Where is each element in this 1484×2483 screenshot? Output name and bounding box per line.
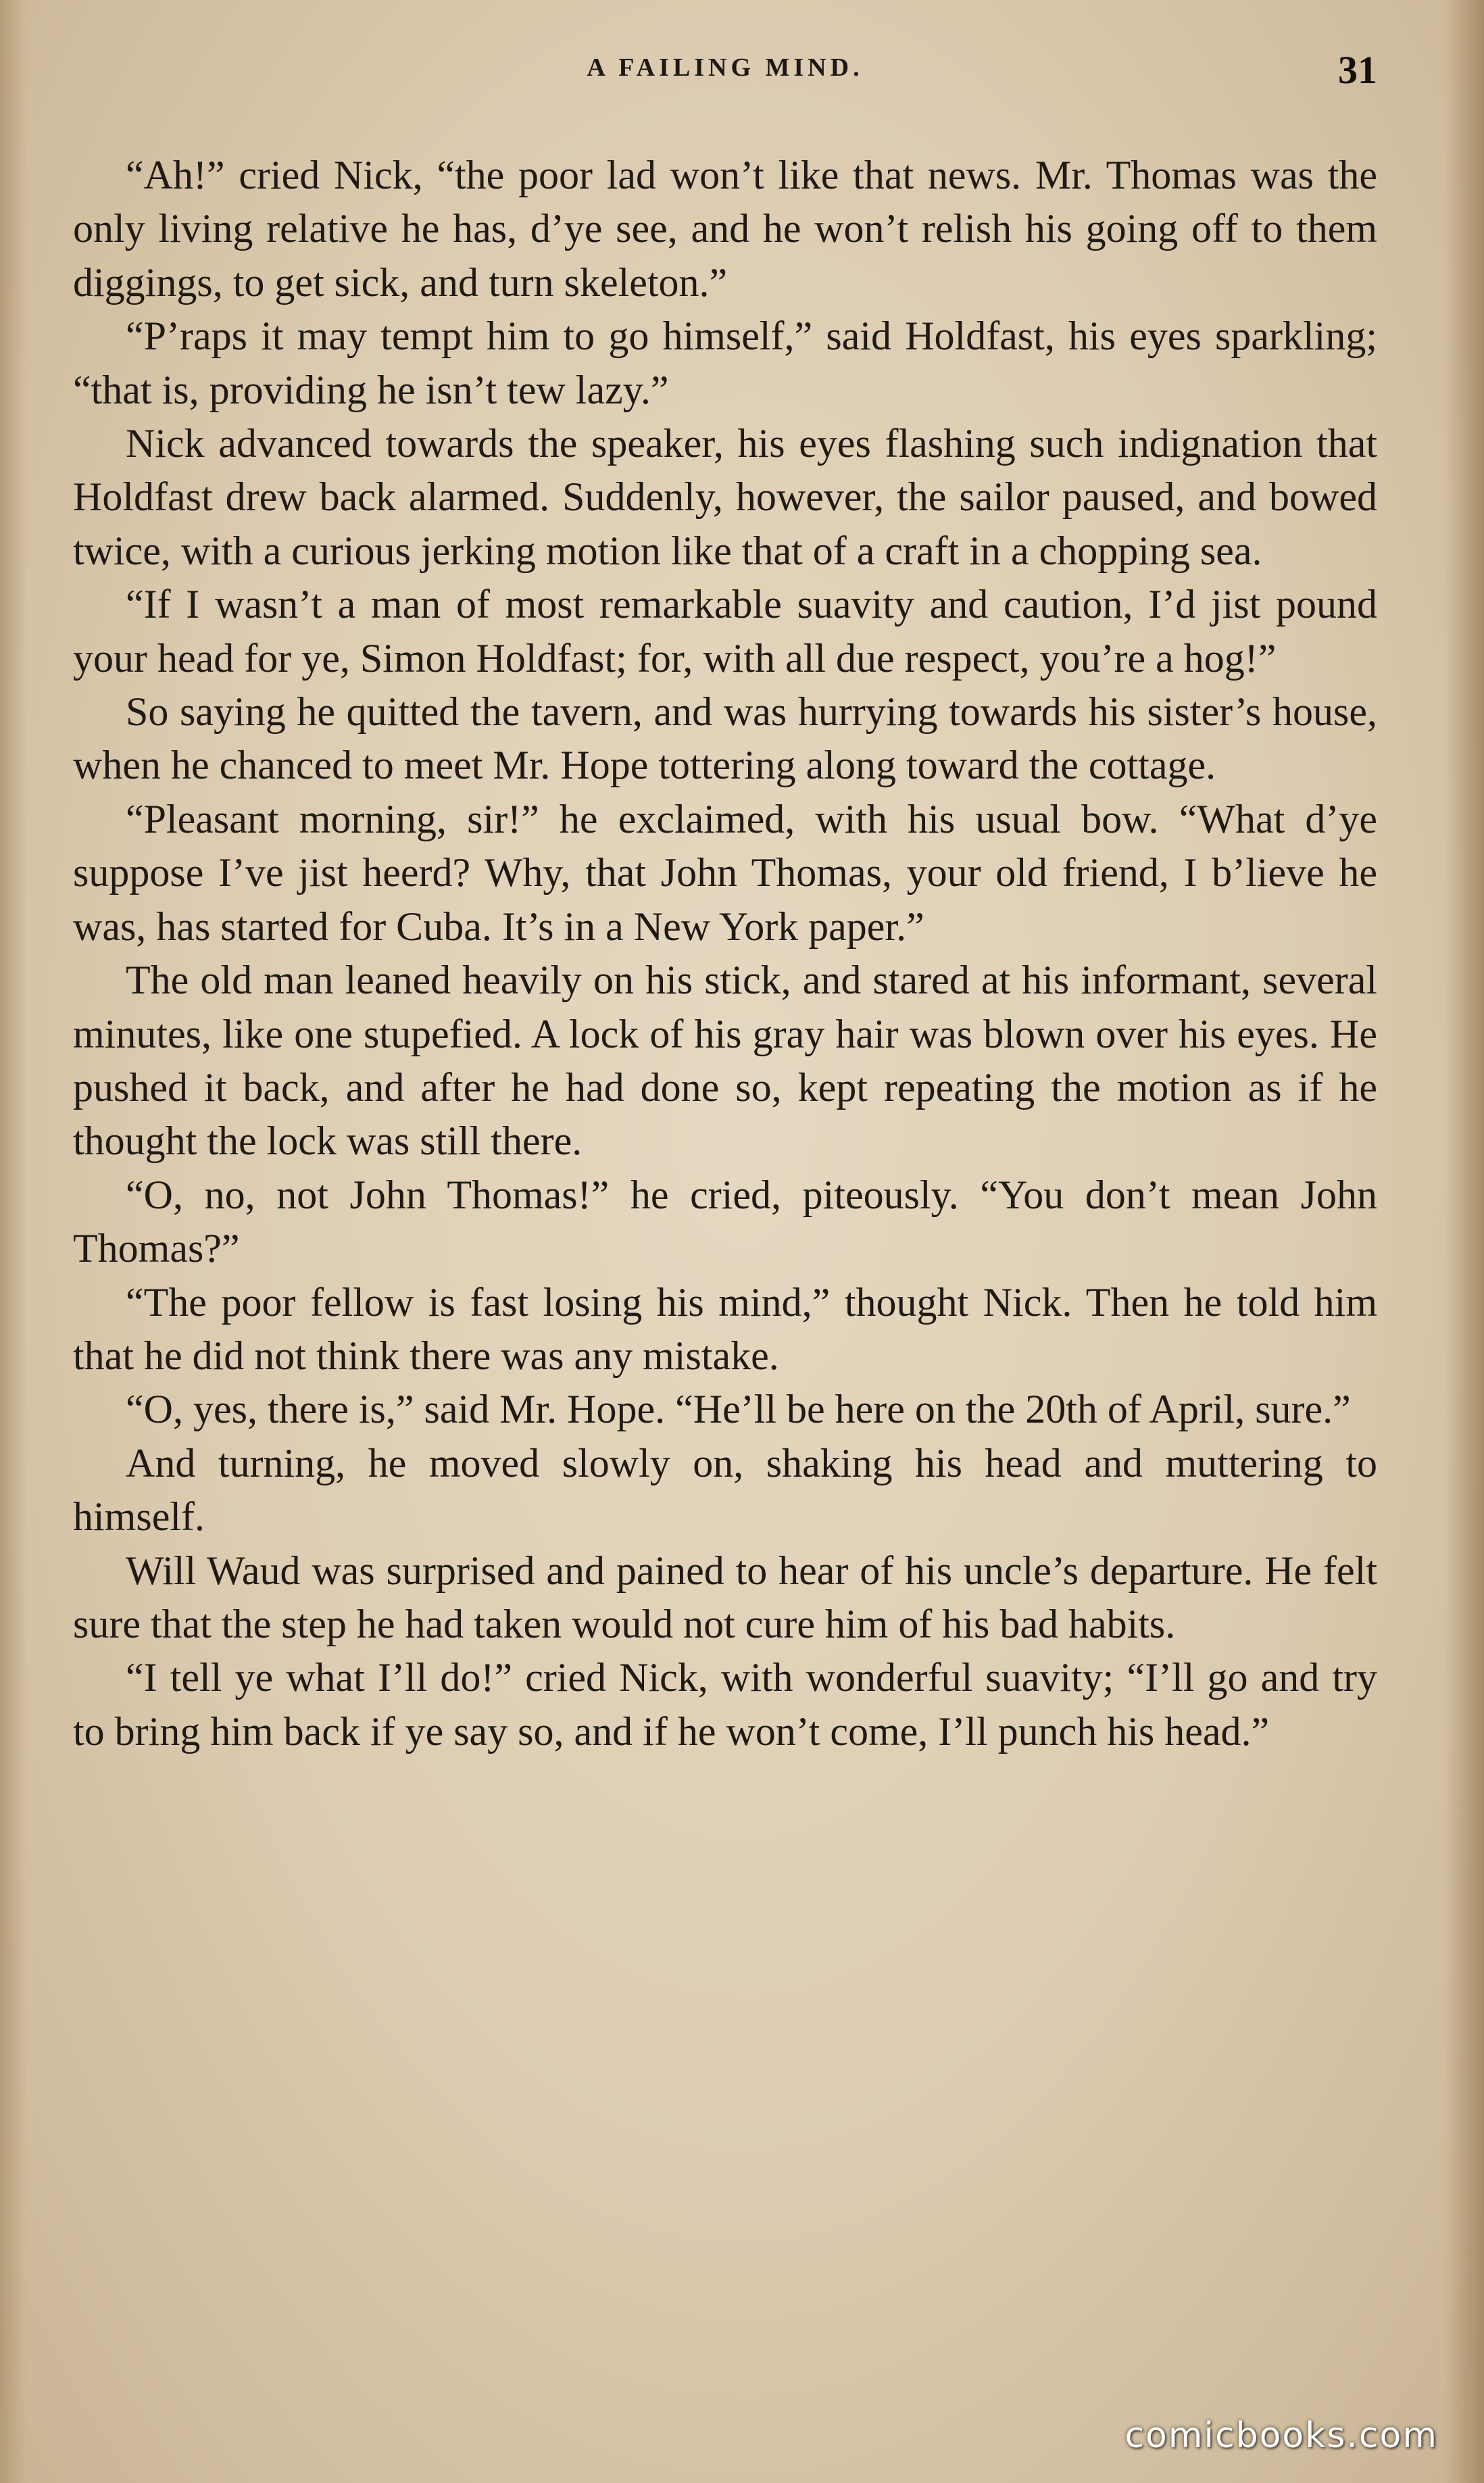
paragraph-11: And turning, he moved slowly on, shaking his head and muttering to himself. [73, 1440, 1377, 1540]
page-header [73, 48, 1377, 107]
page-shadow-right [1443, 0, 1484, 2483]
running-head: A FAILING MIND. [587, 53, 864, 82]
paragraph-10: “O, yes, there is,” said Mr. Hope. “He’ll be here on the 20th of April, sure.” [126, 1387, 1351, 1432]
paragraph-13: “I tell ye what I’ll do!” cried Nick, with wonderful suavity; “I’ll go and try to bring him back if ye say so, and if he won’t come, I’ll punch his head.” [73, 1655, 1377, 1754]
page-shadow-left [0, 0, 27, 2483]
page-number: 31 [1338, 48, 1377, 92]
paragraph-1: “Ah!” cried Nick, “the poor lad won’t like that news. Mr. Thomas was the only living relative he has, d’ye see, and he won’t relish his going off to them diggings, to get sick, and turn skeleton.” [73, 153, 1377, 305]
paragraph-12: Will Waud was surprised and pained to hear of his uncle’s departure. He felt sure that the step he had taken would not cure him of his bad habits. [73, 1548, 1377, 1646]
paragraph-7: The old man leaned heavily on his stick, and stared at his informant, several minutes, like one stupefied. A lock of his gray hair was blown over his eyes. He pushed it back, and after he had done so, kept repeating the motion as if he thought the lock was still there. [73, 958, 1377, 1164]
paragraph-3: Nick advanced towards the speaker, his eyes flashing such indignation that Holdfast drew back alarmed. Suddenly, however, the sailor paused, and bowed twice, with a curious jerking motion like that of a craft in a chopping sea. [73, 421, 1377, 573]
paragraph-8: “O, no, not John Thomas!” he cried, piteously. “You don’t mean John Thomas?” [73, 1172, 1377, 1271]
paragraph-9: “The poor fellow is fast losing his mind,” thought Nick. Then he told him that he did not think there was any mistake. [73, 1279, 1377, 1378]
body-text [73, 149, 1377, 1759]
paragraph-5: So saying he quitted the tavern, and was hurrying towards his sister’s house, when he chanced to meet Mr. Hope tottering along toward the cottage. [73, 689, 1377, 788]
site-watermark: comicbooks.com [1124, 2415, 1438, 2456]
paragraph-4: “If I wasn’t a man of most remarkable suavity and caution, I’d jist pound your head for ye, Simon Holdfast; for, with all due respect, you’re a hog!” [73, 582, 1377, 681]
paragraph-2: “P’raps it may tempt him to go himself,” said Holdfast, his eyes sparkling; “that is, providing he isn’t tew lazy.” [73, 314, 1377, 412]
paragraph-6: “Pleasant morning, sir!” he exclaimed, with his usual bow. “What d’ye suppose I’ve jist heerd? Why, that John Thomas, your old friend, I b’lieve he was, has started for Cuba. It’s in a New York paper.” [73, 796, 1377, 949]
